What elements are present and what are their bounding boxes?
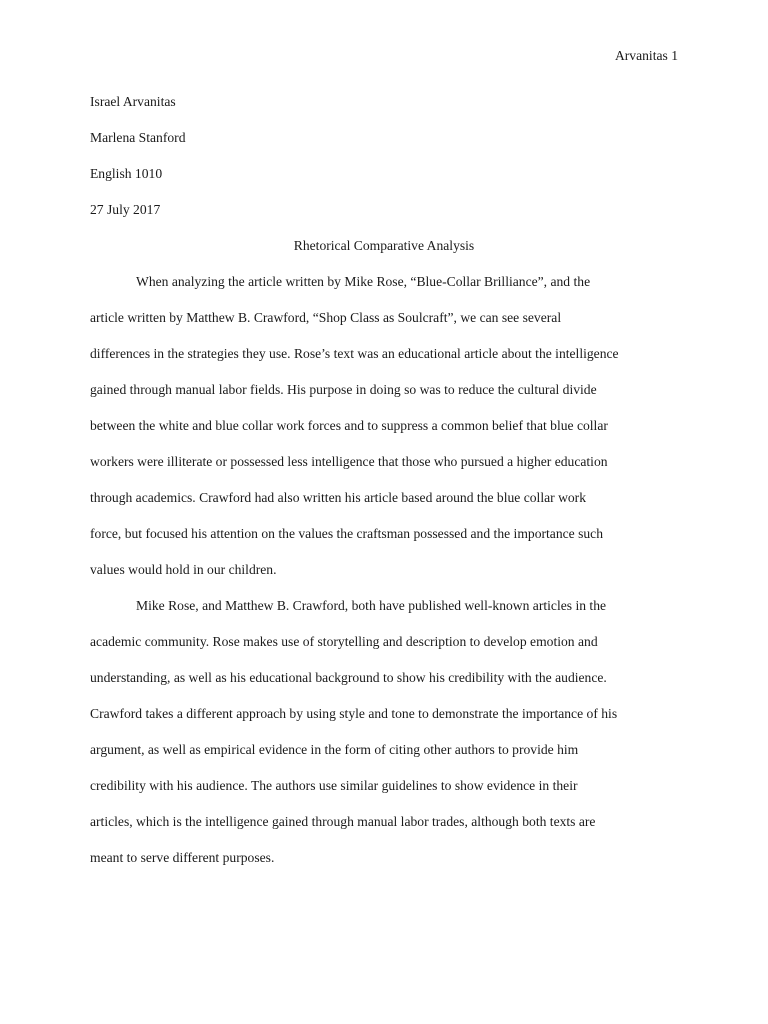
paragraph-line: article written by Matthew B. Crawford, “Shop Class as Soulcraft”, we can see several [90,310,562,325]
paragraph-line: articles, which is the intelligence gained through manual labor trades, although both texts are [90,814,596,829]
paragraph-line: force, but focused his attention on the values the craftsman possessed and the importance such [90,526,604,541]
paragraph-line: differences in the strategies they use. Rose’s text was an educational article about the intelligence [90,346,619,361]
paragraph-1 [90,264,678,588]
course-name: English 1010 [90,166,163,181]
paragraph-line: between the white and blue collar work forces and to suppress a common belief that blue collar [90,418,608,433]
paragraph-line: academic community. Rose makes use of storytelling and description to develop emotion and [90,634,598,649]
paragraph-line: values would hold in our children. [90,562,277,577]
paragraph-line: gained through manual labor fields. His purpose in doing so was to reduce the cultural divide [90,382,597,397]
paragraph-line: through academics. Crawford had also written his article based around the blue collar work [90,490,587,505]
paragraph-line: Mike Rose, and Matthew B. Crawford, both have published well-known articles in the [136,598,607,613]
paragraph-2 [90,588,678,876]
instructor-name: Marlena Stanford [90,130,186,145]
paragraph-line: workers were illiterate or possessed less intelligence that those who pursued a higher education [90,454,608,469]
paragraph-line: argument, as well as empirical evidence in the form of citing other authors to provide him [90,742,579,757]
document-body [90,84,678,876]
paragraph-line: understanding, as well as his educational background to show his credibility with the audience. [90,670,607,685]
paragraph-line: meant to serve different purposes. [90,850,275,865]
paragraph-line: credibility with his audience. The authors use similar guidelines to show evidence in their [90,778,578,793]
running-head: Arvanitas 1 [614,48,678,63]
paragraph-line: Crawford takes a different approach by using style and tone to demonstrate the importance of his [90,706,618,721]
document-title: Rhetorical Comparative Analysis [293,238,475,253]
author-name: Israel Arvanitas [90,94,176,109]
document-date: 27 July 2017 [90,202,161,217]
paragraph-line: When analyzing the article written by Mike Rose, “Blue-Collar Brilliance”, and the [136,274,591,289]
